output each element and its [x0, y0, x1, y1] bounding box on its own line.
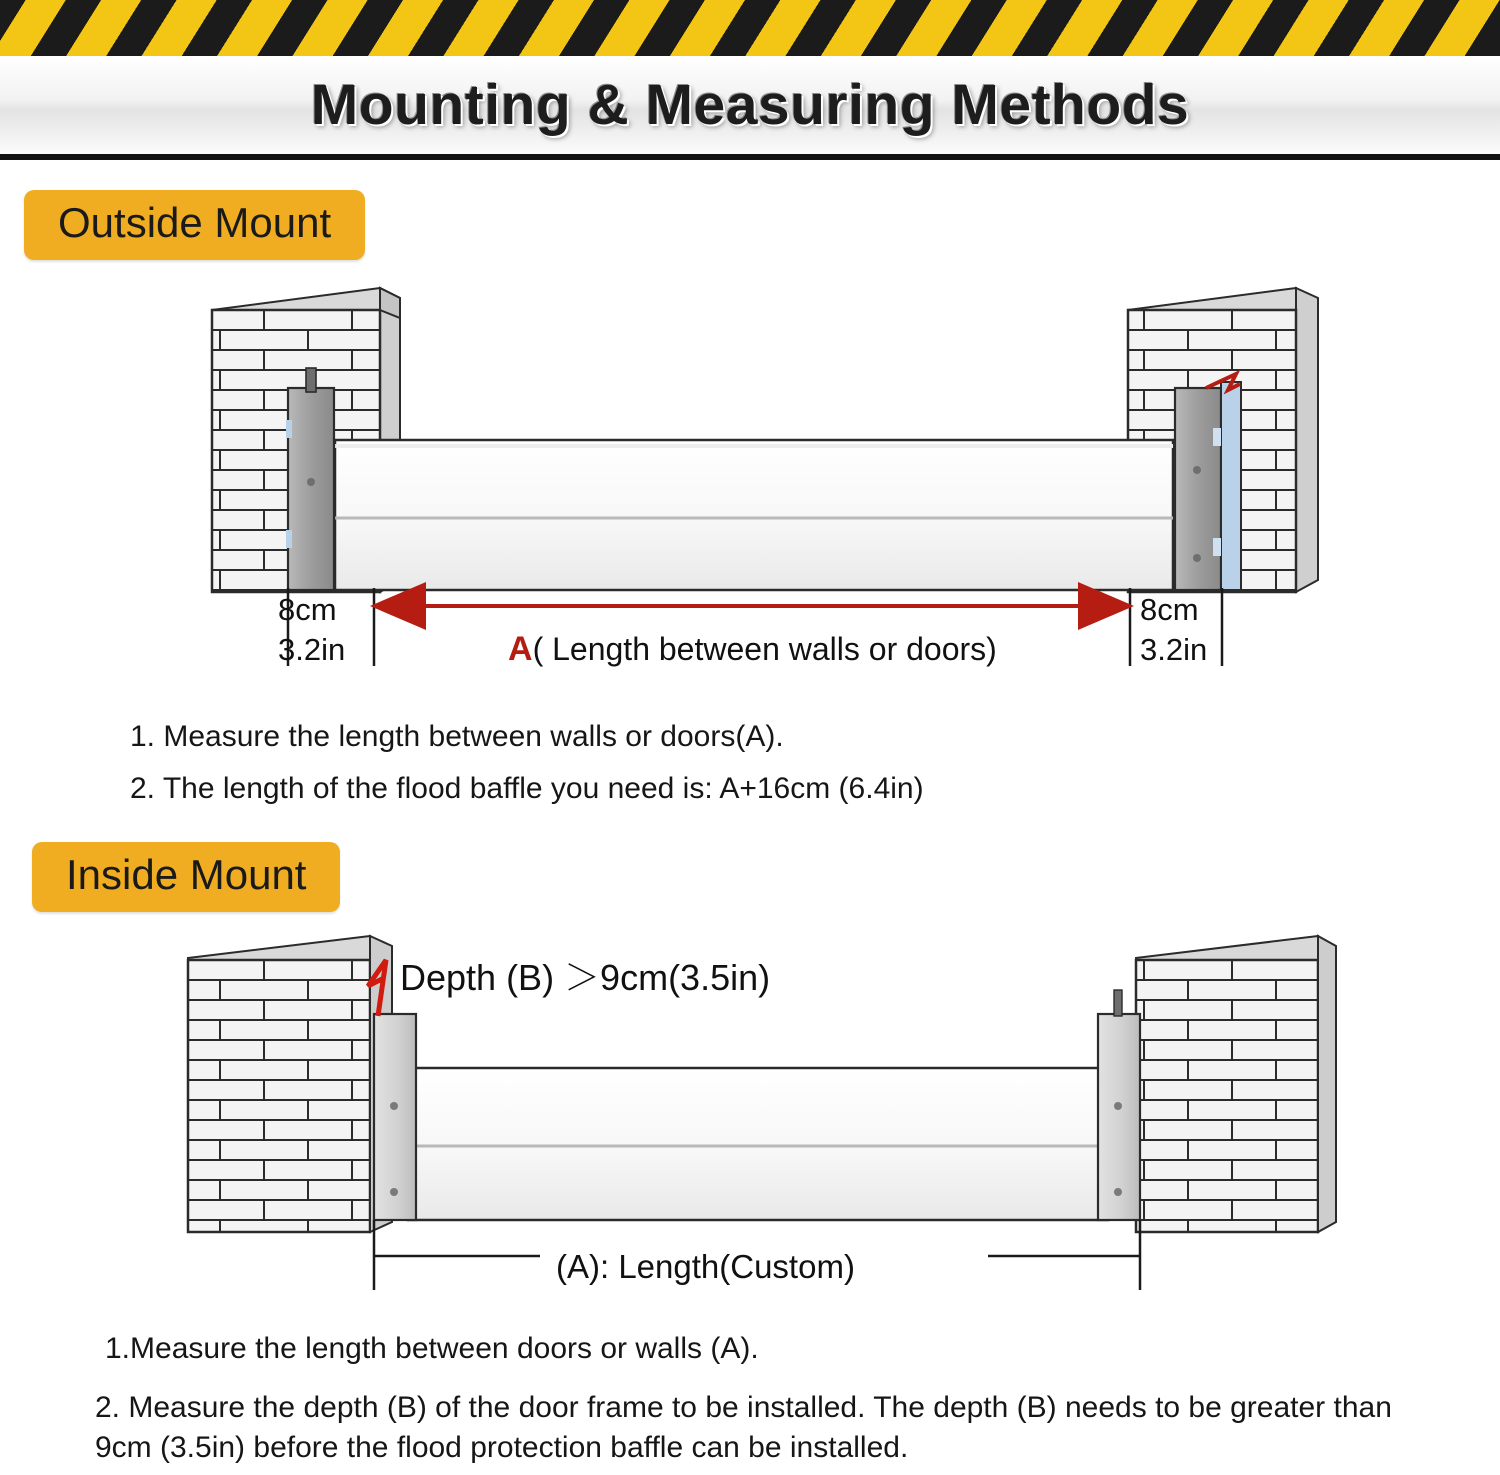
- outside-note-1: 1. Measure the length between walls or doors(A).: [130, 720, 784, 753]
- right-mounting-bracket: [1175, 374, 1241, 590]
- left-gap-cm-label: 8cm: [278, 592, 337, 627]
- right-inside-bracket: [1098, 990, 1140, 1220]
- title-plate: [0, 56, 1500, 160]
- left-door-frame-pillar: [188, 936, 392, 1232]
- depth-requirement-label: Depth (B) ＞9cm(3.5in): [400, 957, 771, 998]
- outside-mount-diagram: [0, 270, 1500, 690]
- page-title: Mounting & Measuring Methods: [310, 73, 1190, 137]
- right-gap-in-label: 3.2in: [1140, 632, 1208, 667]
- outside-note-2: 2. The length of the flood baffle you need is: A+16cm (6.4in): [130, 772, 924, 805]
- left-mounting-bracket: [286, 368, 334, 590]
- left-gap-in-label: 3.2in: [278, 632, 346, 667]
- flood-baffle-panel: [335, 440, 1173, 590]
- span-length-label: [508, 630, 997, 669]
- flood-baffle-panel-inside: [408, 1068, 1108, 1220]
- span-symbol-A: A: [508, 630, 533, 668]
- section-badge-inside-mount: Inside Mount: [32, 842, 340, 912]
- section-badge-outside-mount: Outside Mount: [24, 190, 365, 260]
- right-door-frame-pillar: [1136, 936, 1336, 1232]
- inside-note-2: 2. Measure the depth (B) of the door frame to be installed. The depth (B) needs to be greater than 9cm (3.5in) before the flood protection baffle can be installed.: [95, 1391, 1392, 1464]
- hazard-stripe-decoration: [0, 0, 1500, 59]
- right-gap-cm-label: 8cm: [1140, 592, 1199, 627]
- span-description: ( Length between walls or doors): [532, 631, 997, 667]
- header-band: [0, 0, 1500, 160]
- inside-note-1: 1.Measure the length between doors or walls (A).: [105, 1332, 759, 1365]
- inside-length-label: (A): Length(Custom): [556, 1248, 855, 1285]
